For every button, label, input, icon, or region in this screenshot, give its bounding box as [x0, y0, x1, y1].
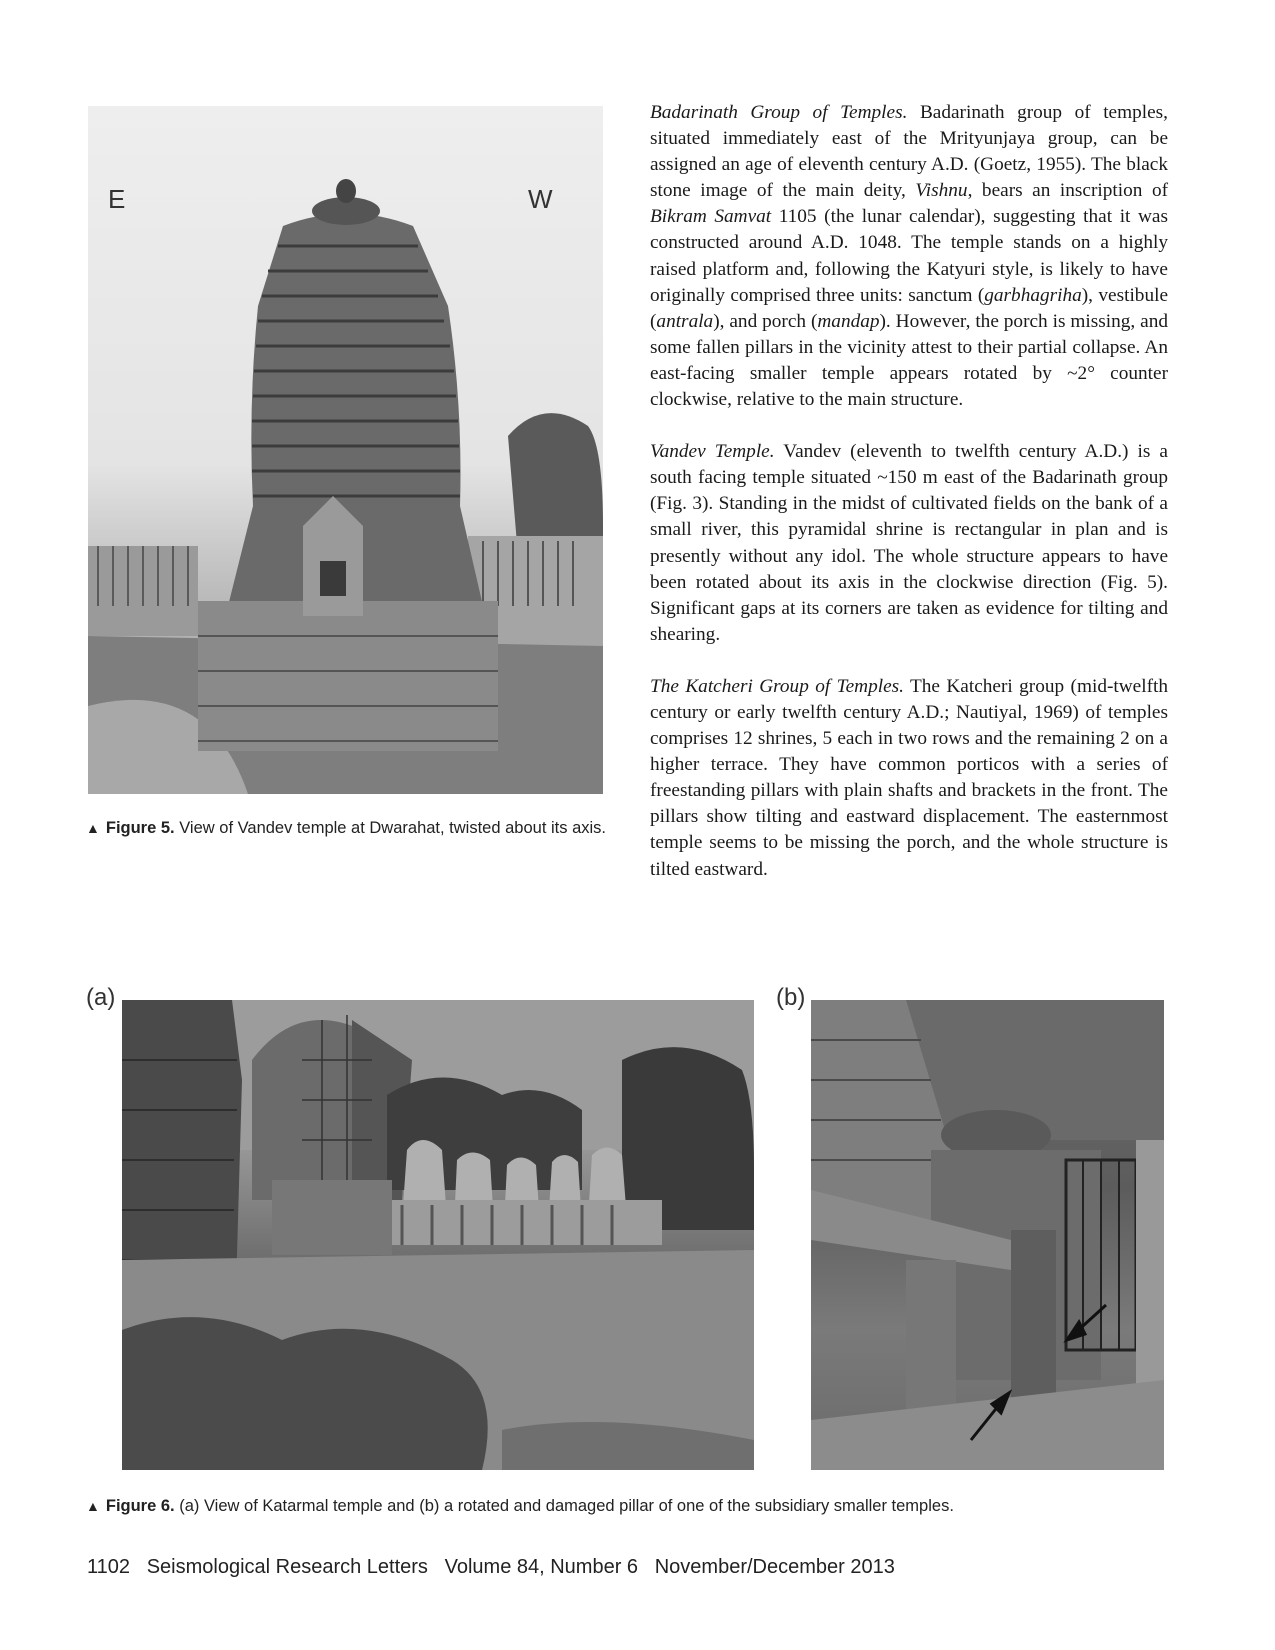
volume-info: Volume 84, Number 6	[444, 1556, 639, 1578]
photo-label-west: W	[528, 184, 553, 214]
paragraph-katcheri	[650, 674, 1168, 883]
text-segment-italic: mandap	[817, 310, 880, 332]
figure5-photo	[88, 106, 603, 794]
text-segment-italic: Vishnu	[915, 180, 968, 202]
temple-photo-illustration	[88, 106, 603, 794]
figure6-label: Figure 6.	[105, 1497, 175, 1515]
text-segment: ), vestibule (	[650, 284, 1168, 332]
figure6-panel-b-label: (b)	[776, 984, 806, 1011]
figure5-caption	[86, 816, 608, 841]
paragraph-badarinath	[650, 100, 1168, 413]
text-segment-italic: antrala	[656, 310, 714, 332]
text-segment: Vandev (eleventh to twelfth century A.D.) is a south facing temple situated ~150 m east of the Badarinath group (Fig. 3). Standing in the midst of cultivated fields on the bank of a small river, this pyramidal shrine is rectangular in plan and is presently without any idol. The whole structure appears to have been rotated about its axis in the clockwise direction (Fig. 5). Significant gaps at its corners are taken as evidence for tilting and shearing.	[650, 441, 1168, 645]
journal-name: Seismological Research Letters	[146, 1556, 428, 1578]
text-segment: ), and porch (	[713, 310, 818, 332]
paragraph-title: Badarinath Group of Temples.	[650, 102, 908, 123]
text-segment: ). However, the porch is missing, and some fallen pillars in the vicinity attest to their partial collapse. An east-facing smaller temple appears rotated by ~2° counter clockwise, relative to the main structure.	[650, 310, 1168, 411]
figure6a-photo	[122, 1000, 754, 1470]
figure5-caption-text: View of Vandev temple at Dwarahat, twisted about its axis.	[179, 819, 606, 837]
figure5-label: Figure 5.	[105, 819, 175, 837]
paragraph-title: Vandev Temple.	[650, 441, 775, 463]
figure6-caption-text: (a) View of Katarmal temple and (b) a rotated and damaged pillar of one of the subsidiary smaller temples.	[179, 1497, 954, 1515]
page-number: 1102	[87, 1556, 131, 1578]
text-segment: , bears an inscription of	[967, 180, 1169, 202]
page-footer	[87, 1556, 895, 1579]
text-segment-italic: Bikram Samvat	[650, 206, 772, 228]
figure6-caption	[86, 1494, 1186, 1519]
text-segment: The Katcheri group (mid-twelfth century or early twelfth century A.D.; Nautiyal, 1969) of temples comprises 12 shrines, 5 each in two rows and the remaining 2 on a higher terrace. They have common porticos with a series of freestanding pillars with plain shafts and brackets in the front. The pillars show tilting and eastward displacement. The easternmost temple seems to be missing the porch, and the whole structure is tilted eastward.	[650, 675, 1168, 880]
figure6b-photo	[811, 1000, 1164, 1470]
text-segment-italic: garbhagriha	[984, 284, 1082, 306]
paragraph-title: The Katcheri Group of Temples.	[650, 675, 904, 697]
caption-triangle-icon: ▲	[86, 820, 100, 836]
issue-date: November/December 2013	[654, 1556, 895, 1578]
paragraph-vandev	[650, 439, 1168, 648]
katarmal-photo-illustration	[122, 1000, 754, 1470]
text-segment: 1105 (the lunar calendar), suggesting that it was constructed around A.D. 1048. The temple stands on a highly raised platform and, following the Katyuri style, is likely to have originally comprised three units: sanctum (	[650, 206, 1168, 306]
body-text-column	[650, 100, 1168, 909]
figure6-panel-a-label: (a)	[86, 984, 116, 1011]
photo-label-east: E	[108, 184, 126, 214]
pillar-photo-illustration	[811, 1000, 1164, 1470]
text-segment: Badarinath group of temples, situated immediately east of the Mrityunjaya group, can be assigned an age of eleventh century A.D. (Goetz, 1955). The black stone image of the main deity,	[650, 102, 1168, 202]
caption-triangle-icon: ▲	[86, 1498, 100, 1514]
